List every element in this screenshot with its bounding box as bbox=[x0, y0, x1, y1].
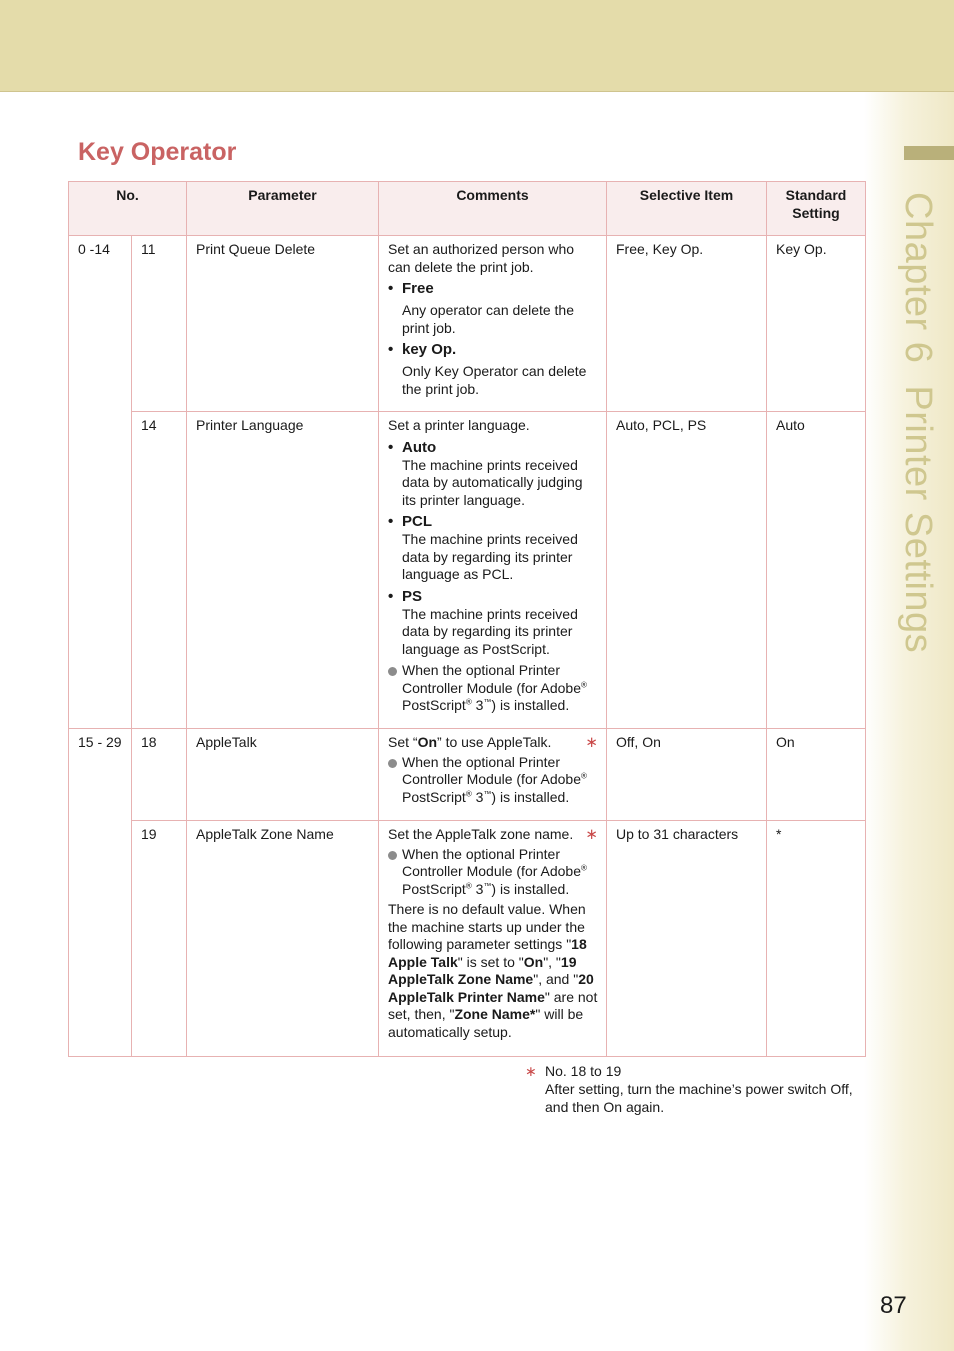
comment-intro: Set a printer language. bbox=[388, 417, 530, 433]
install-note: When the optional Printer Controller Module (for Adobe® PostScript® 3™) is installed. bbox=[388, 662, 598, 715]
chapter-label: Chapter 6 bbox=[897, 192, 939, 364]
parameter-name: AppleTalk Zone Name bbox=[187, 821, 379, 1057]
table-row bbox=[69, 821, 866, 1057]
option-free: • Free bbox=[388, 280, 434, 297]
option-pcl: • PCL bbox=[388, 513, 432, 530]
footnote-line-1: No. 18 to 19 bbox=[545, 1063, 622, 1079]
selective-item: Auto, PCL, PS bbox=[607, 412, 767, 729]
comment-intro: ∗ Set “On” to use AppleTalk. bbox=[388, 734, 598, 751]
footnote bbox=[525, 1062, 855, 1116]
standard-setting: Key Op. bbox=[767, 236, 866, 412]
selective-item: Up to 31 characters bbox=[607, 821, 767, 1057]
row-number: 19 bbox=[132, 821, 187, 1057]
header-band bbox=[0, 0, 954, 92]
option-title: Free bbox=[402, 280, 434, 297]
option-description: The machine prints received data by automatically judging its printer language. bbox=[402, 456, 583, 508]
note-bullet-icon bbox=[388, 667, 397, 676]
standard-setting: Auto bbox=[767, 412, 866, 729]
parameter-name: Print Queue Delete bbox=[187, 236, 379, 412]
install-note: When the optional Printer Controller Module (for Adobe® PostScript® 3™) is installed. bbox=[388, 846, 598, 899]
page-number: 87 bbox=[880, 1292, 907, 1319]
option-auto: • Auto bbox=[388, 438, 437, 456]
option-title: PCL bbox=[402, 513, 432, 530]
chapter-title bbox=[896, 192, 939, 653]
standard-setting: * bbox=[767, 821, 866, 1057]
table-row bbox=[69, 236, 866, 412]
header-no: No. bbox=[69, 182, 187, 236]
header-parameter: Parameter bbox=[187, 182, 379, 236]
table-row bbox=[69, 729, 866, 821]
chapter-subtitle: Printer Settings bbox=[897, 385, 939, 654]
header-standard-setting: Standard Setting bbox=[767, 182, 866, 236]
row-number: 18 bbox=[132, 729, 187, 821]
row-number: 14 bbox=[132, 412, 187, 729]
parameter-name: Printer Language bbox=[187, 412, 379, 729]
header-comments: Comments bbox=[379, 182, 607, 236]
comments-cell bbox=[379, 729, 607, 821]
chapter-tab-marker bbox=[904, 146, 954, 160]
option-description: The machine prints received data by regarding its printer language as PostScript. bbox=[402, 605, 578, 657]
option-title: Auto bbox=[402, 438, 437, 456]
install-note: When the optional Printer Controller Module (for Adobe® PostScript® 3™) is installed. bbox=[388, 754, 598, 807]
comment-intro: ∗ Set the AppleTalk zone name. bbox=[388, 826, 598, 843]
header-selective-item: Selective Item bbox=[607, 182, 767, 236]
page-title: Key Operator bbox=[78, 138, 237, 166]
default-value-note: There is no default value. When the machine starts up under the following parameter settings "18 Apple Talk" is set to "On", "19 AppleTalk Zone Name", and "20 AppleTalk Printer Name" are not set, then, "Zone Name*" will be automatically setup. bbox=[388, 901, 598, 1040]
row-number: 11 bbox=[132, 236, 187, 412]
option-key-op: • key Op. bbox=[388, 341, 457, 358]
option-description: Any operator can delete the print job. bbox=[402, 302, 575, 336]
footnote-line-2: After setting, turn the machine’s power switch Off, and then On again. bbox=[545, 1081, 853, 1115]
option-title: key Op. bbox=[402, 341, 457, 358]
comments-cell bbox=[379, 236, 607, 412]
standard-setting: On bbox=[767, 729, 866, 821]
option-ps: • PS bbox=[388, 587, 423, 605]
comment-intro: Set an authorized person who can delete the print job. bbox=[388, 241, 575, 275]
note-bullet-icon bbox=[388, 759, 397, 768]
group-number: 15 - 29 bbox=[69, 729, 132, 1057]
star-marker: ∗ bbox=[585, 734, 598, 751]
parameter-name: AppleTalk bbox=[187, 729, 379, 821]
table-row bbox=[69, 412, 866, 729]
comments-cell bbox=[379, 821, 607, 1057]
footnote-star: ∗ bbox=[525, 1063, 537, 1079]
table-header-row bbox=[69, 182, 866, 236]
selective-item: Off, On bbox=[607, 729, 767, 821]
option-description: Only Key Operator can delete the print job. bbox=[402, 363, 587, 397]
group-number: 0 -14 bbox=[69, 236, 132, 729]
selective-item: Free, Key Op. bbox=[607, 236, 767, 412]
note-bullet-icon bbox=[388, 851, 397, 860]
option-title: PS bbox=[402, 587, 423, 605]
star-marker: ∗ bbox=[585, 826, 598, 843]
comments-cell bbox=[379, 412, 607, 729]
option-description: The machine prints received data by regarding its printer language as PCL. bbox=[402, 531, 578, 582]
settings-table bbox=[68, 181, 866, 1057]
